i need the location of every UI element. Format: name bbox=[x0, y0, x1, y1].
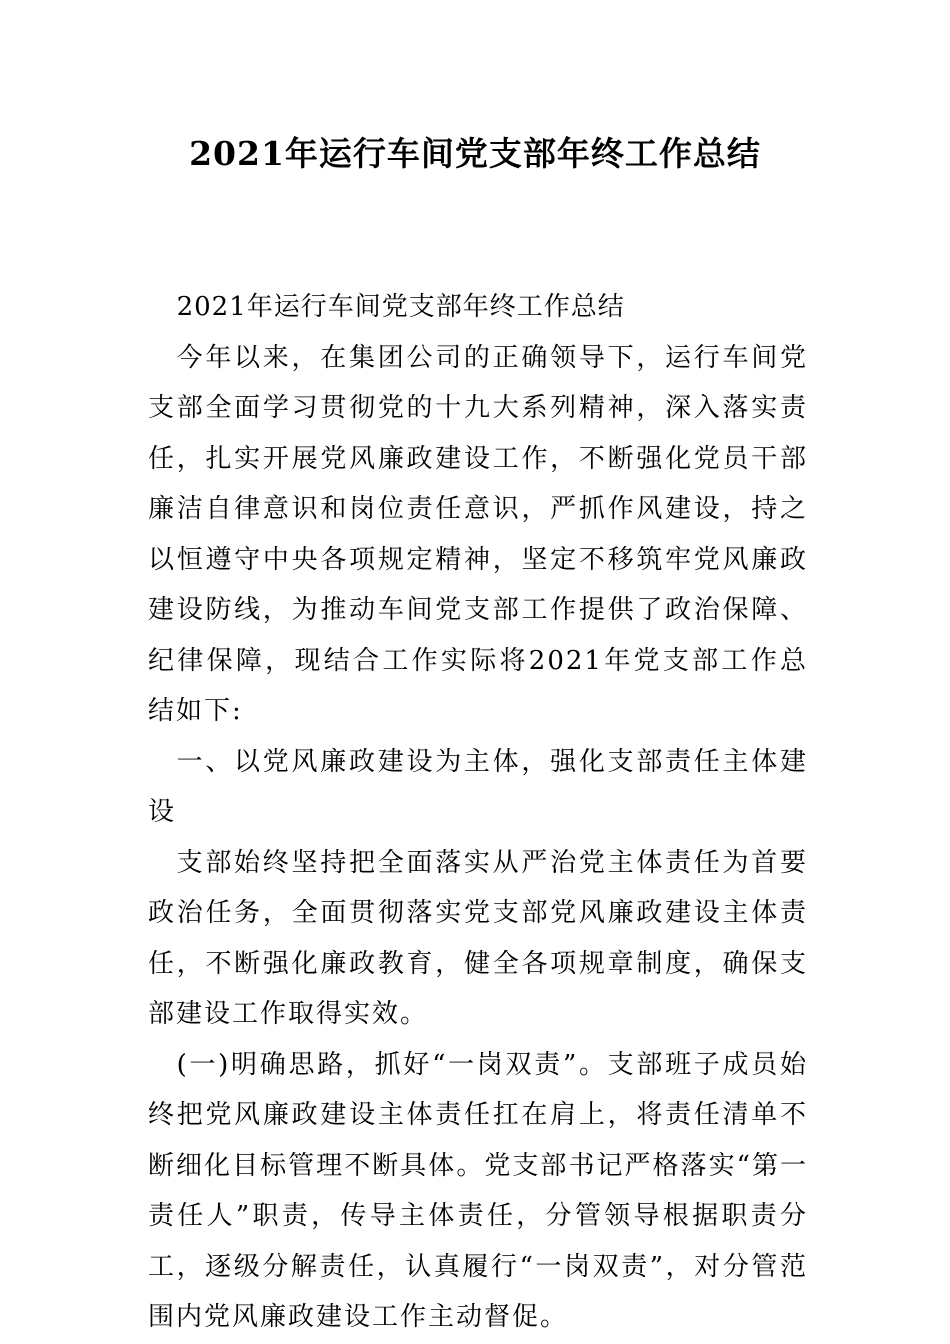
paragraph-subsection-1: (一)明确思路，抓好“一岗双责”。支部班子成员始终把党风廉政建设主体责任扛在肩上，将责任清单不断细化目标管理不断具体。党支部书记严格落实“第一责任人”职责，传导主体责任，分管领导根据职责分工，逐级分解责任，认真履行“一岗双责”，对分管范围内党风廉政建设工作主动督促。 bbox=[148, 1049, 808, 1332]
paragraph-section-1: 支部始终坚持把全面落实从严治党主体责任为首要政治任务，全面贯彻落实党支部党风廉政建设主体责任，不断强化廉政教育，健全各项规章制度，确保支部建设工作取得实效。 bbox=[148, 847, 808, 1029]
document-body bbox=[148, 282, 808, 1343]
document-title: 2021年运行车间党支部年终工作总结 bbox=[189, 134, 761, 173]
section-heading-1: 一、以党风廉政建设为主体，强化支部责任主体建设 bbox=[148, 746, 808, 827]
document-subtitle: 2021年运行车间党支部年终工作总结 bbox=[176, 292, 625, 322]
paragraph-intro: 今年以来，在集团公司的正确领导下，运行车间党支部全面学习贯彻党的十九大系列精神，深入落实责任，扎实开展党风廉政建设工作，不断强化党员干部廉洁自律意识和岗位责任意识，严抓作风建设，持之以恒遵守中央各项规定精神，坚定不移筑牢党风廉政建设防线，为推动车间党支部工作提供了政治保障、纪律保障，现结合工作实际将2021年党支部工作总结如下: bbox=[148, 342, 808, 726]
